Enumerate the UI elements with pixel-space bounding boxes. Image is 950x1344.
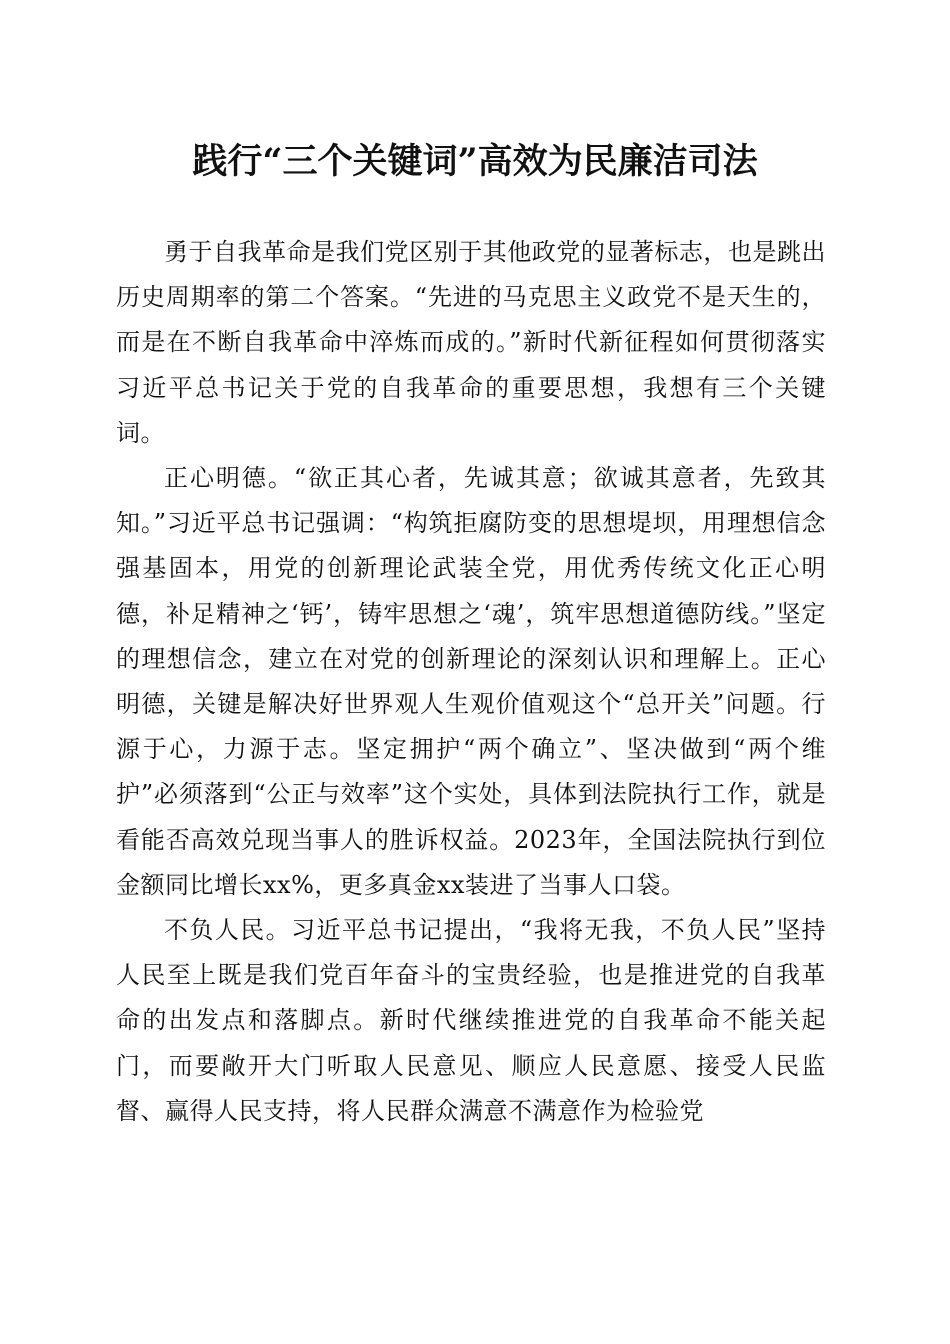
- document-title: 践行“三个关键词”高效为民廉洁司法: [192, 141, 758, 182]
- paragraph-zhengxin-mingde: 正心明德。“欲正其心者，先诚其意；欲诚其意者，先致其知。”习近平总书记强调：“构筑拒腐防变的思想堤坝，用理想信念强基固本，用党的创新理论武装全党，用优秀传统文化正心明德，补足精神之‘钙’，铸牢思想之‘魂’，筑牢思想道德防线。”坚定的理想信念，建立在对党的创新理论的深刻认识和理解上。正心明德，关键是解决好世界观人生观价值观这个“总开关”问题。行源于心，力源于志。坚定拥护“两个确立”、坚决做到“两个维护”必须落到“公正与效率”这个实处，具体到法院执行工作，就是看能否高效兑现当事人的胜诉权益。2023年，全国法院执行到位金额同比增长xx%，更多真金xx装进了当事人口袋。: [116, 464, 826, 899]
- document-body: [116, 230, 826, 1134]
- paragraph-intro: 勇于自我革命是我们党区别于其他政党的显著标志，也是跳出历史周期率的第二个答案。“先进的马克思主义政党不是天生的，而是在不断自我革命中淬炼而成的。”新时代新征程如何贯彻落实习近平总书记关于党的自我革命的重要思想，我想有三个关键词。: [116, 238, 826, 447]
- paragraph-bufu-renmin: 不负人民。习近平总书记提出，“我将无我，不负人民”坚持人民至上既是我们党百年奋斗的宝贵经验，也是推进党的自我革命的出发点和落脚点。新时代继续推进党的自我革命不能关起门，而要敞开大门听取人民意见、顺应人民意愿、接受人民监督、赢得人民支持，将人民群众满意不满意作为检验党: [116, 916, 826, 1125]
